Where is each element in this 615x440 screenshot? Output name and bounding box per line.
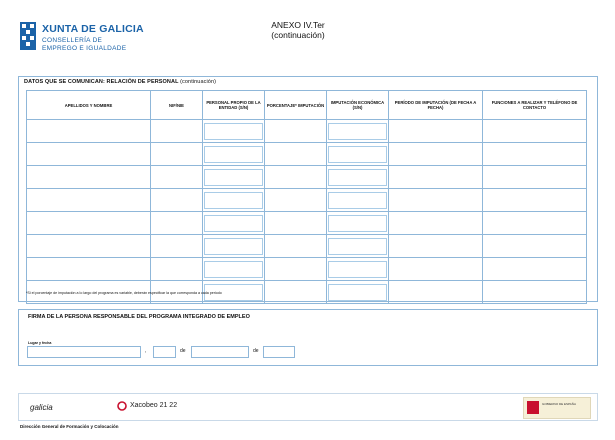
xunta-logo — [20, 22, 160, 54]
section-title: DATOS QUE SE COMUNICAN: RELACIÓN DE PERSONAL (continuación) — [24, 79, 217, 85]
table-row — [27, 235, 587, 258]
table-cell[interactable] — [203, 258, 265, 281]
department-name: CONSELLERÍA DE EMPREGO E IGUALDADE — [42, 37, 127, 52]
col-header-economic-imputation: IMPUTACIÓN ECONÓMICA (S/N) — [327, 91, 389, 120]
footnote: *Si el porcentaje de imputación a lo largo del programa es variable, deberán especificar la que corresponda a cada periodo — [26, 291, 222, 295]
table-cell[interactable] — [265, 143, 327, 166]
gobierno-espana-logo — [523, 397, 591, 419]
col-header-name: APELLIDOS Y NOMBRE — [27, 91, 151, 120]
place-date-label: Lugar y fecha — [28, 341, 52, 345]
yes-no-field[interactable] — [204, 192, 263, 209]
table-header-row — [27, 91, 587, 120]
year-input[interactable] — [263, 346, 295, 358]
yes-no-field[interactable] — [204, 169, 263, 186]
table-cell[interactable] — [27, 166, 151, 189]
de-separator-2: de — [253, 348, 259, 354]
yes-no-field[interactable] — [328, 261, 387, 278]
table-row — [27, 189, 587, 212]
table-row — [27, 166, 587, 189]
col-header-functions: FUNCIONES A REALIZAR Y TELÉFONO DE CONTACTO — [483, 91, 587, 120]
table-cell[interactable] — [151, 166, 203, 189]
month-input[interactable] — [191, 346, 249, 358]
table-row — [27, 120, 587, 143]
table-cell[interactable] — [483, 258, 587, 281]
table-cell[interactable] — [327, 212, 389, 235]
table-cell[interactable] — [27, 143, 151, 166]
table-cell[interactable] — [389, 143, 483, 166]
yes-no-field[interactable] — [328, 238, 387, 255]
table-cell[interactable] — [389, 166, 483, 189]
table-cell[interactable] — [265, 120, 327, 143]
table-cell[interactable] — [483, 120, 587, 143]
table-cell[interactable] — [389, 212, 483, 235]
signature-title: FIRMA DE LA PERSONA RESPONSABLE DEL PROGRAMA INTEGRADO DE EMPLEO — [28, 314, 250, 320]
table-cell[interactable] — [203, 212, 265, 235]
yes-no-field[interactable] — [328, 215, 387, 232]
table-cell[interactable] — [27, 120, 151, 143]
personnel-section — [18, 76, 598, 302]
de-separator-1: de — [180, 348, 186, 354]
table-cell[interactable] — [151, 189, 203, 212]
place-input[interactable] — [27, 346, 141, 358]
annex-title: ANEXO IV.Ter (continuación) — [271, 20, 325, 40]
table-cell[interactable] — [27, 212, 151, 235]
footer-credit: Dirección General de Formación y Colocación — [20, 424, 119, 429]
footer-logos — [18, 393, 598, 421]
day-input[interactable] — [153, 346, 176, 358]
table-cell[interactable] — [327, 143, 389, 166]
col-header-nif: NIF/NIE — [151, 91, 203, 120]
yes-no-field[interactable] — [328, 123, 387, 140]
col-header-own-staff: PERSONAL PROPIO DE LA ENTIDAD (S/N) — [203, 91, 265, 120]
col-header-percentage: PORCENTAJE* IMPUTACIÓN — [265, 91, 327, 120]
xacobeo-logo: Xacobeo 21 22 — [130, 402, 178, 409]
xacobeo-icon — [117, 401, 127, 411]
table-cell[interactable] — [327, 166, 389, 189]
yes-no-field[interactable] — [204, 146, 263, 163]
table-cell[interactable] — [203, 189, 265, 212]
table-cell[interactable] — [389, 120, 483, 143]
yes-no-field[interactable] — [204, 215, 263, 232]
table-cell[interactable] — [151, 143, 203, 166]
xunta-flag-icon — [20, 22, 36, 50]
yes-no-field[interactable] — [204, 261, 263, 278]
table-cell[interactable] — [27, 235, 151, 258]
table-cell[interactable] — [151, 235, 203, 258]
table-cell[interactable] — [203, 235, 265, 258]
yes-no-field[interactable] — [328, 169, 387, 186]
table-cell[interactable] — [27, 258, 151, 281]
table-cell[interactable] — [265, 189, 327, 212]
table-cell[interactable] — [389, 281, 483, 304]
table-cell[interactable] — [389, 258, 483, 281]
table-row — [27, 212, 587, 235]
table-cell[interactable] — [265, 258, 327, 281]
table-cell[interactable] — [265, 235, 327, 258]
spain-shield-icon — [527, 401, 539, 414]
table-cell[interactable] — [483, 166, 587, 189]
table-cell[interactable] — [327, 281, 389, 304]
table-row — [27, 143, 587, 166]
galicia-logo: galicia — [30, 403, 53, 412]
table-cell[interactable] — [203, 143, 265, 166]
table-cell[interactable] — [327, 258, 389, 281]
table-cell[interactable] — [389, 189, 483, 212]
table-cell[interactable] — [151, 258, 203, 281]
yes-no-field[interactable] — [328, 146, 387, 163]
table-cell[interactable] — [389, 235, 483, 258]
table-cell[interactable] — [327, 235, 389, 258]
gov-logo-text: GOBIERNO DE ESPAÑA — [542, 402, 576, 406]
table-cell[interactable] — [151, 212, 203, 235]
table-cell[interactable] — [483, 143, 587, 166]
table-row — [27, 258, 587, 281]
table-cell[interactable] — [151, 120, 203, 143]
yes-no-field[interactable] — [328, 192, 387, 209]
yes-no-field[interactable] — [328, 284, 387, 301]
table-cell[interactable] — [265, 212, 327, 235]
comma-separator: , — [145, 348, 147, 354]
table-cell[interactable] — [483, 235, 587, 258]
yes-no-field[interactable] — [204, 238, 263, 255]
table-cell[interactable] — [203, 166, 265, 189]
table-cell[interactable] — [327, 189, 389, 212]
table-cell[interactable] — [327, 120, 389, 143]
personnel-table — [26, 90, 587, 304]
table-cell[interactable] — [27, 189, 151, 212]
table-cell[interactable] — [203, 120, 265, 143]
table-cell[interactable] — [265, 166, 327, 189]
table-cell[interactable] — [483, 281, 587, 304]
table-cell[interactable] — [483, 212, 587, 235]
yes-no-field[interactable] — [204, 123, 263, 140]
col-header-period: PERÍODO DE IMPUTACIÓN (DE FECHA A FECHA) — [389, 91, 483, 120]
table-cell[interactable] — [265, 281, 327, 304]
org-name: XUNTA DE GALICIA — [42, 23, 144, 35]
table-cell[interactable] — [483, 189, 587, 212]
